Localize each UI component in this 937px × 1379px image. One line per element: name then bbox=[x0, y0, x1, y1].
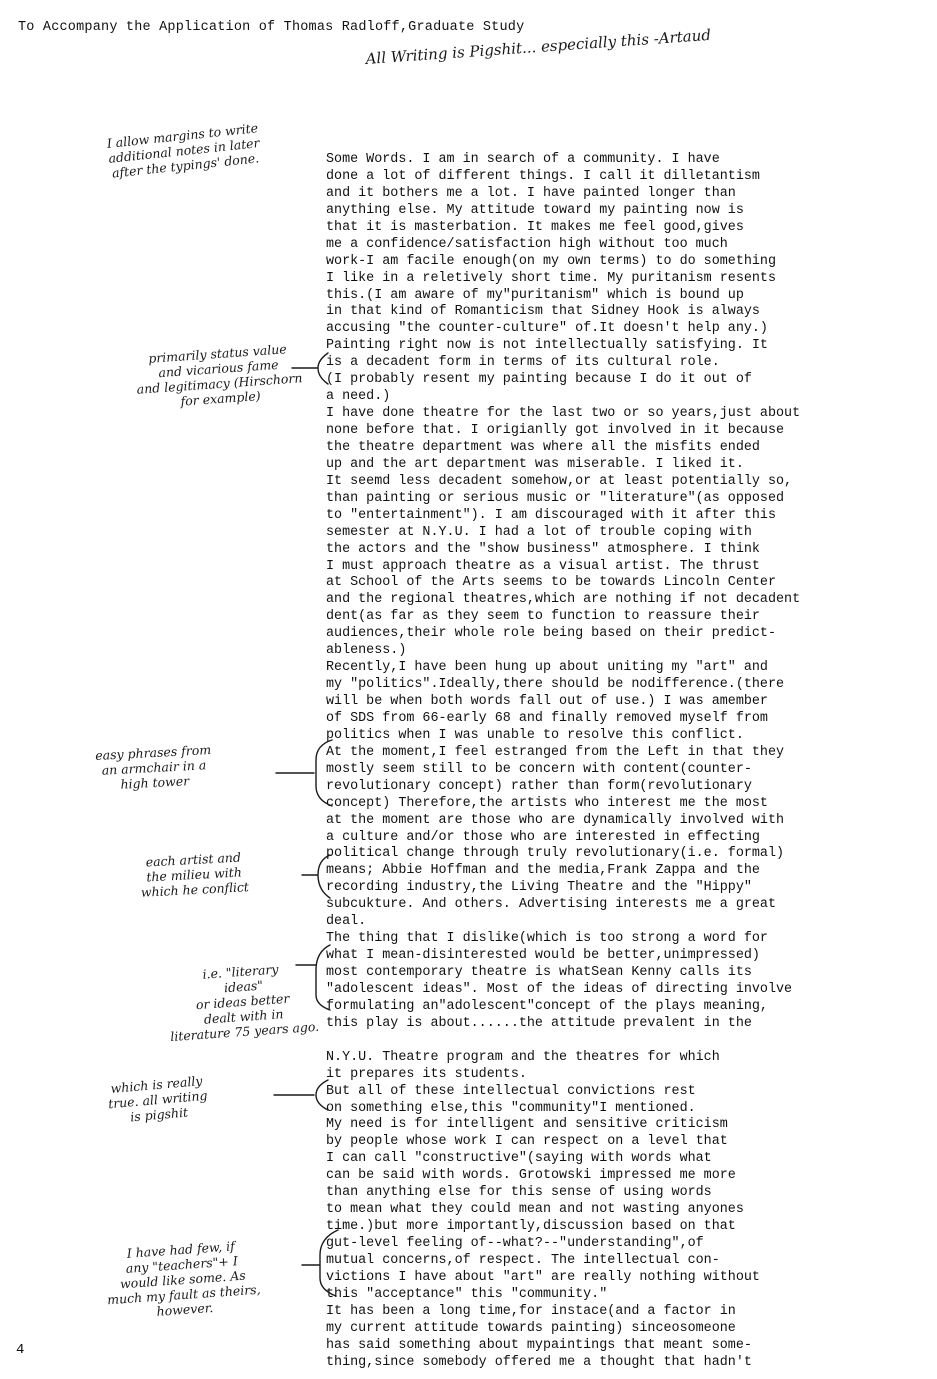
body-line: It has been a long time,for instace(and a factor in bbox=[326, 1303, 736, 1319]
body-line: mostly seem still to be concern with content(counter- bbox=[326, 761, 752, 777]
body-line: this.(I am aware of my"puritanism" which is bound up bbox=[326, 287, 744, 303]
body-line: and the regional theatres,which are nothing if not decadent bbox=[326, 592, 801, 608]
body-line: in that kind of Romanticism that Sidney Hook is always bbox=[326, 304, 760, 320]
body-line: concept) Therefore,the artists who interest me the most bbox=[326, 795, 768, 811]
body-line: I have done theatre for the last two or so years,just about bbox=[326, 406, 801, 422]
body-line: Recently,I have been hung up about uniting my "art" and bbox=[326, 660, 768, 676]
bracket-easy-phrases bbox=[276, 740, 332, 806]
body-line: than anything else for this sense of using words bbox=[326, 1185, 712, 1201]
body-line: most contemporary theatre is whatSean Kenny calls its bbox=[326, 965, 752, 980]
body-line: the theatre department was where all the misfits ended bbox=[326, 439, 760, 455]
body-line: on something else,this "community"I mentioned. bbox=[326, 1100, 696, 1116]
body-line: work-I am facile enough(on my own terms) to do something bbox=[326, 253, 776, 269]
page-number: 4 bbox=[16, 1342, 25, 1358]
body-line: done a lot of different things. I call it dilletantism bbox=[326, 168, 760, 184]
body-line: anything else. My attitude toward my painting now is bbox=[326, 202, 744, 218]
margin-note-literary-ideas: i.e. "literary ideas" or ideas better dealt with in literature 75 years ago. bbox=[169, 961, 320, 1045]
body-line: deal. bbox=[326, 914, 367, 930]
body-line: It seemd less decadent somehow,or at least potentially so, bbox=[326, 473, 793, 489]
body-line: mutual concerns,of respect. The intellectual con- bbox=[326, 1252, 720, 1268]
body-line: has said something about mypaintings that meant some- bbox=[326, 1337, 752, 1353]
body-line: dent(as far as they seem to function to reassure their bbox=[326, 609, 760, 625]
body-line: me a confidence/satisfaction high without too much bbox=[326, 236, 728, 252]
body-line: my "politics".Ideally,there should be nodifference.(there bbox=[326, 677, 785, 693]
body-line: gut-level feeling of--what?--"understanding",of bbox=[326, 1236, 704, 1251]
body-line: is a decadent form in terms of its cultural role. bbox=[326, 355, 720, 371]
body-line: this play is about......the attitude prevalent in the bbox=[326, 1015, 752, 1031]
body-line: "adolescent ideas". Most of the ideas of directing involve bbox=[326, 981, 793, 997]
body-line: what I mean-disinterested would be better,unimpressed) bbox=[326, 948, 760, 964]
body-line: none before that. I origianlly got involved in it because bbox=[326, 423, 785, 438]
body-line: accusing "the counter-culture" of.It doesn't help any.) bbox=[326, 321, 768, 337]
body-line: Some Words. I am in search of a community. I have bbox=[326, 152, 720, 167]
body-line: up and the art department was miserable. I liked it. bbox=[326, 456, 744, 472]
body-line: to mean what they could mean and not wasting anyones bbox=[326, 1202, 744, 1218]
body-line: politics when I was unable to resolve this conflict. bbox=[326, 727, 744, 743]
body-line: I must approach theatre as a visual artist. The thrust bbox=[326, 558, 760, 574]
body-line: Painting right now is not intellectually satisfying. It bbox=[326, 338, 768, 354]
body-line: recording industry,the Living Theatre and the "Hippy" bbox=[326, 880, 752, 896]
body-line: a culture and/or those who are interested in effecting bbox=[326, 829, 760, 845]
body-line: semester at N.Y.U. I had a lot of trouble coping with bbox=[326, 524, 752, 540]
body-line: to "entertainment"). I am discouraged with it after this bbox=[326, 507, 776, 523]
margin-note-easy-phrases: easy phrases from an armchair in a high tower bbox=[94, 741, 212, 792]
body-line: formulating an"adolescent"concept of the plays meaning, bbox=[326, 998, 768, 1014]
body-line: The thing that I dislike(which is too strong a word for bbox=[326, 931, 768, 947]
body-line: ableness.) bbox=[326, 643, 407, 659]
body-line: revolutionary concept) rather than form(revolutionary bbox=[326, 778, 752, 794]
body-line: audiences,their whole role being based on their predict- bbox=[326, 626, 776, 642]
body-line: at School of the Arts seems to be towards Lincoln Center bbox=[326, 575, 776, 591]
body-line: can be said with words. Grotowski impressed me more bbox=[326, 1168, 736, 1184]
typewritten-body bbox=[326, 152, 926, 1372]
body-line: But all of these intellectual convictions rest bbox=[326, 1083, 696, 1099]
body-line: that it is masterbation. It makes me feel good,gives bbox=[326, 219, 744, 235]
margin-note-margins: I allow margins to write additional notes in later after the typings' done. bbox=[106, 120, 261, 181]
margin-note-artist-milieu: each artist and the milieu with which he conflict bbox=[140, 849, 250, 900]
body-line: than painting or serious music or "literature"(as opposed bbox=[326, 490, 785, 506]
body-line: N.Y.U. Theatre program and the theatres for which bbox=[326, 1049, 720, 1065]
body-line: this "acceptance" this "community." bbox=[326, 1286, 608, 1302]
body-line: I like in a reletively short time. My puritanism resents bbox=[326, 270, 776, 286]
body-line: and it bothers me a lot. I have painted longer than bbox=[326, 185, 736, 201]
body-line: by people whose work I can respect on a level that bbox=[326, 1134, 728, 1150]
margin-note-teachers: I have had few, if any "teachers"+ I would like some. As much my fault as theirs, however. bbox=[106, 1238, 262, 1319]
body-line: I can call "constructive"(saying with words what bbox=[326, 1151, 712, 1167]
body-line: of SDS from 66-early 68 and finally removed myself from bbox=[326, 710, 768, 726]
body-line: subcukture. And others. Advertising interests me a great bbox=[326, 897, 776, 913]
body-line: victions I have about "art" are really nothing without bbox=[326, 1269, 760, 1285]
body-line: will be when both words fall out of use.) I was amember bbox=[326, 694, 768, 709]
margin-note-status-value: primarily status value and vicarious fame and legitimacy (Hirschorn for example) bbox=[136, 341, 303, 409]
body-line: at the moment are those who are dynamically involved with bbox=[326, 812, 785, 828]
body-line: time.)but more importantly,discussion based on that bbox=[326, 1219, 736, 1235]
body-line: a need.) bbox=[326, 389, 391, 405]
document-header: To Accompany the Application of Thomas Radloff,Graduate Study bbox=[18, 20, 525, 35]
body-line: the actors and the "show business" atmosphere. I think bbox=[326, 541, 760, 557]
handwritten-epigraph: All Writing is Pigshit... especially this -Artaud bbox=[365, 25, 712, 68]
body-line: My need is for intelligent and sensitive criticism bbox=[326, 1117, 728, 1133]
body-line: my current attitude towards painting) sinceosomeone bbox=[326, 1320, 736, 1336]
bracket-pigshit bbox=[274, 1080, 328, 1110]
body-line: thing,since somebody offered me a thought that hadn't bbox=[326, 1354, 752, 1370]
body-line: (I probably resent my painting because I do it out of bbox=[326, 372, 752, 388]
body-line: At the moment,I feel estranged from the Left in that they bbox=[326, 744, 785, 760]
margin-note-pigshit: which is really true. all writing is pigshit bbox=[107, 1073, 209, 1125]
body-line: it prepares its students. bbox=[326, 1066, 527, 1082]
body-line: political change through truly revolutionary(i.e. formal) bbox=[326, 846, 785, 862]
body-line bbox=[326, 1033, 926, 1050]
body-line: means; Abbie Hoffman and the media,Frank Zappa and the bbox=[326, 863, 760, 879]
